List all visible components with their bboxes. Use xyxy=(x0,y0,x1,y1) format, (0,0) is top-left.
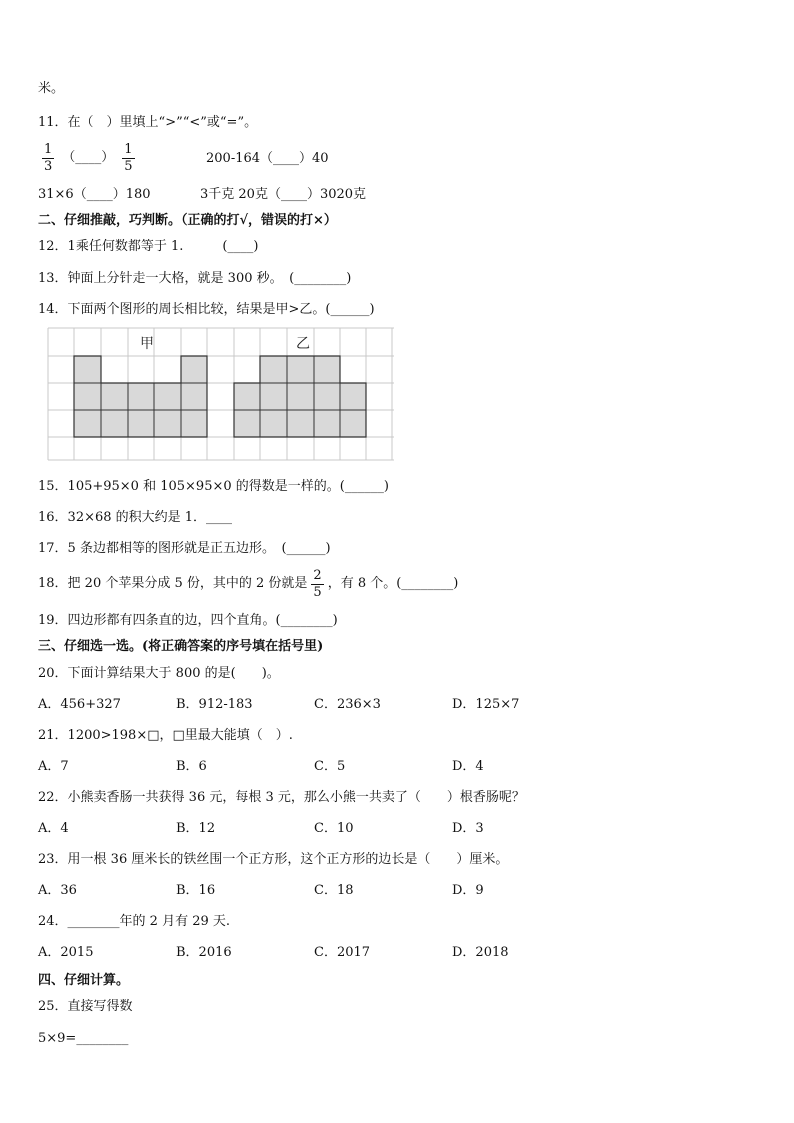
option-b: B．16 xyxy=(176,883,216,898)
question-14: 14．下面两个图形的周长相比较，结果是甲>乙。(______) xyxy=(38,302,375,317)
option-d: D．125×7 xyxy=(452,697,520,712)
option-b: B．912-183 xyxy=(176,697,253,712)
option-a: A．7 xyxy=(38,759,69,774)
question-25: 25．直接写得数 xyxy=(38,999,133,1014)
label-yi: 乙 xyxy=(296,336,310,352)
question-22: 22．小熊卖香肠一共获得 36 元，每根 3 元，那么小熊一共卖了（ ）根香肠呢？ xyxy=(38,790,525,805)
option-c: C．2017 xyxy=(314,945,371,960)
continued-text: 米。 xyxy=(38,81,65,96)
option-d: D．2018 xyxy=(452,945,509,960)
question-18 xyxy=(38,566,458,602)
compare-blank: （____） xyxy=(62,150,115,165)
option-c: C．236×3 xyxy=(314,697,381,712)
question-23: 23．用一根 36 厘米长的铁丝围一个正方形，这个正方形的边长是（ ）厘米。 xyxy=(38,852,509,867)
figure-yi xyxy=(234,356,366,437)
question-11-title: 11．在（ ）里填上“>”“<”或“=”。 xyxy=(38,115,258,130)
fraction-one-third: $\frac{1}{3}$ xyxy=(44,141,53,174)
option-a: A．456+327 xyxy=(38,697,121,712)
section-4-heading: 四、仔细计算。 xyxy=(38,973,130,988)
section-2-heading: 二、仔细推敲，巧判断。（正确的打√，错误的打×） xyxy=(38,213,337,228)
question-24: 24．________年的 2 月有 29 天. xyxy=(38,914,231,929)
option-c: C．18 xyxy=(314,883,354,898)
figure-jia xyxy=(74,356,207,437)
option-c: C．5 xyxy=(314,759,346,774)
section-3-heading: 三、仔细选一选。(将正确答案的序号填在括号里) xyxy=(38,639,324,654)
question-11-row-1 xyxy=(38,140,139,176)
question-12: 12．1乘任何数都等于 1. (____) xyxy=(38,239,259,254)
option-a: A．4 xyxy=(38,821,69,836)
question-13: 13．钟面上分针走一大格，就是 300 秒。 (________) xyxy=(38,271,352,286)
question-21: 21．1200>198×□，□里最大能填（ ）. xyxy=(38,728,293,743)
question-11-item-d: 3千克 20克（____）3020克 xyxy=(200,187,367,202)
option-b: B．12 xyxy=(176,821,216,836)
option-b: B．6 xyxy=(176,759,207,774)
question-11-item-c: 31×6（____）180 xyxy=(38,187,151,202)
option-b: B．2016 xyxy=(176,945,232,960)
question-15: 15．105+95×0 和 105×95×0 的得数是一样的。(______) xyxy=(38,479,389,494)
question-18-text: 18．把 20 个苹果分成 5 份，其中的 2 份就是 xyxy=(38,576,308,591)
option-d: D．3 xyxy=(452,821,484,836)
question-11-item-b: 200-164（____）40 xyxy=(206,151,329,166)
label-jia: 甲 xyxy=(140,336,154,352)
question-18-text-end: ，有 8 个。(________) xyxy=(327,576,459,591)
fraction-one-fifth: $\frac{1}{5}$ xyxy=(124,141,133,174)
option-c: C．10 xyxy=(314,821,354,836)
option-d: D．4 xyxy=(452,759,484,774)
option-a: A．36 xyxy=(38,883,77,898)
question-17: 17．5 条边都相等的图形就是正五边形。 (______) xyxy=(38,541,331,556)
question-20: 20．下面计算结果大于 800 的是( )。 xyxy=(38,666,280,681)
question-16: 16．32×68 的积大约是 1．____ xyxy=(38,510,233,525)
option-a: A．2015 xyxy=(38,945,94,960)
question-25-item-1: 5×9=________ xyxy=(38,1031,129,1046)
option-d: D．9 xyxy=(452,883,484,898)
question-19: 19．四边形都有四条直的边，四个直角。(________) xyxy=(38,613,338,628)
perimeter-grid-figure xyxy=(44,326,396,464)
fraction-two-fifths: $\frac{2}{5}$ xyxy=(313,567,322,600)
